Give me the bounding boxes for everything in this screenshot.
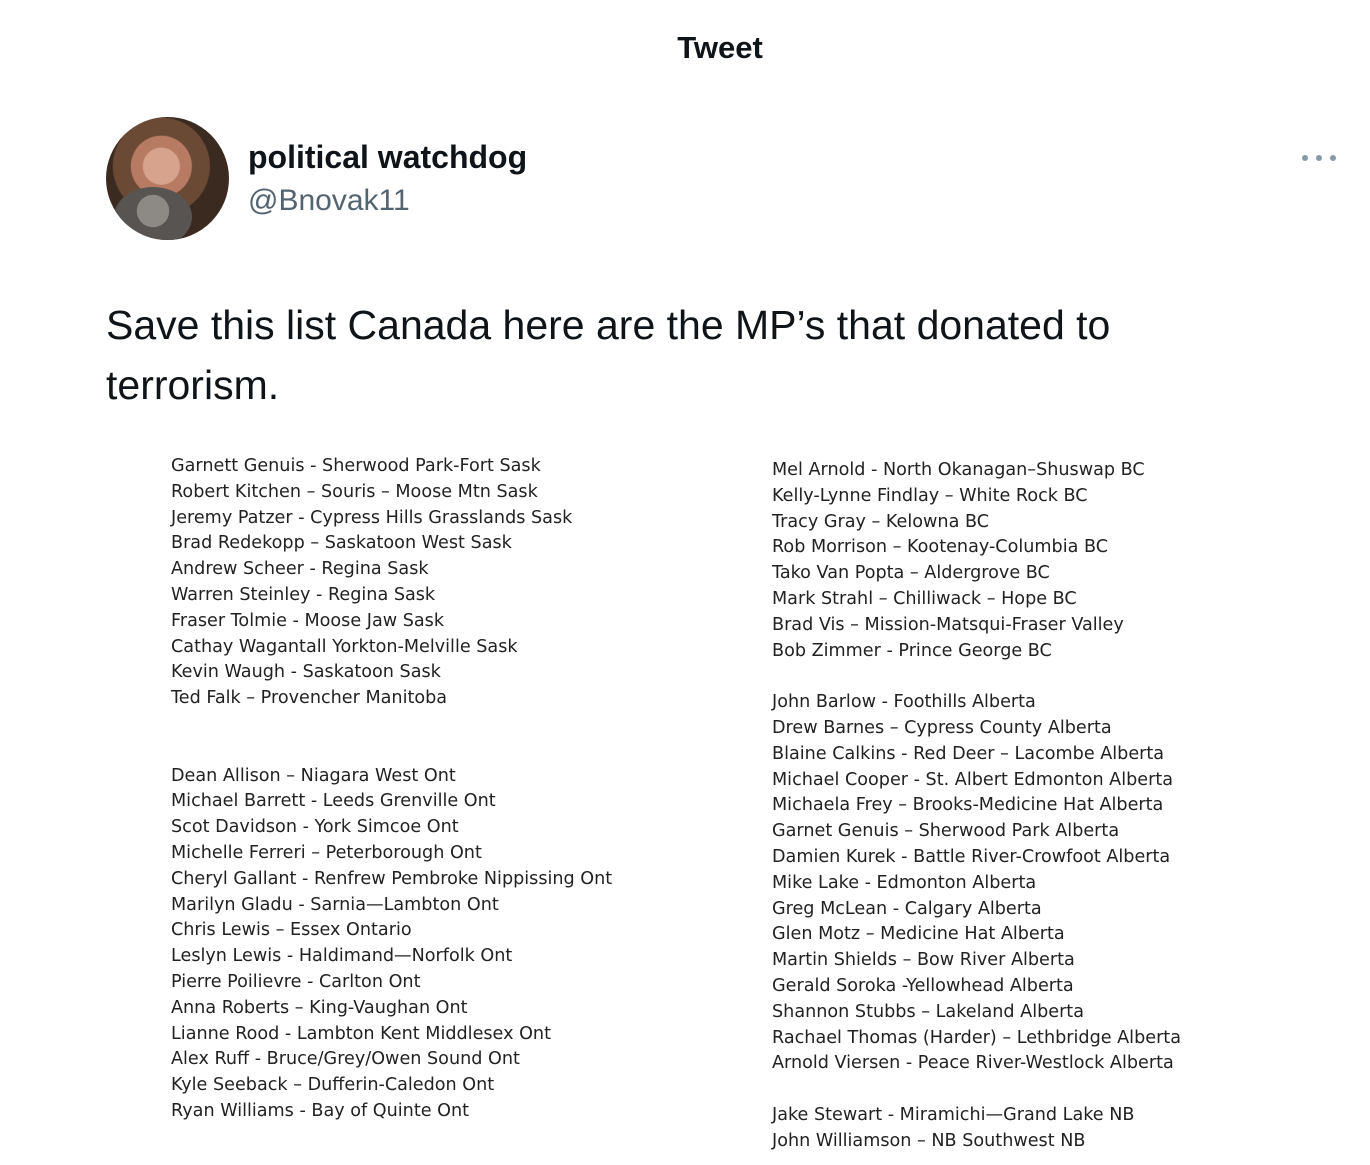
list-item: Shannon Stubbs – Lakeland Alberta (772, 1001, 1084, 1022)
list-item: Blaine Calkins - Red Deer – Lacombe Alberta (772, 743, 1165, 764)
list-item: Fraser Tolmie - Moose Jaw Sask (171, 610, 445, 631)
avatar[interactable] (106, 117, 229, 240)
author-handle[interactable]: @Bnovak11 (248, 184, 410, 217)
list-item: John Barlow - Foothills Alberta (772, 692, 1036, 713)
list-item: Drew Barnes – Cypress County Alberta (772, 717, 1112, 738)
list-item: Arnold Viersen - Peace River-Westlock Alberta (772, 1053, 1174, 1074)
list-item: Greg McLean - Calgary Alberta (772, 898, 1042, 919)
list-item: Gerald Soroka -Yellowhead Alberta (772, 975, 1074, 996)
list-item: Ted Falk – Provencher Manitoba (171, 688, 448, 709)
list-item: Kevin Waugh - Saskatoon Sask (171, 662, 441, 683)
list-gap (171, 712, 612, 738)
list-item: Brad Redekopp – Saskatoon West Sask (171, 533, 512, 554)
list-item: Garnet Genuis – Sherwood Park Alberta (772, 821, 1120, 842)
list-item: Cheryl Gallant - Renfrew Pembroke Nippissing Ont (171, 868, 613, 889)
list-item: Jeremy Patzer - Cypress Hills Grasslands Sask (171, 507, 573, 528)
list-item: Pierre Poilievre - Carlton Ont (171, 971, 421, 992)
list-item: John Williamson – NB Southwest NB (772, 1130, 1086, 1151)
list-item: Tako Van Popta – Aldergrove BC (772, 563, 1050, 584)
list-item: Ryan Williams - Bay of Quinte Ont (171, 1100, 470, 1121)
list-item: Garnett Genuis - Sherwood Park-Fort Sask (171, 456, 541, 476)
more-options-icon[interactable] (1302, 148, 1336, 168)
list-item: Tracy Gray – Kelowna BC (772, 511, 989, 532)
list-item: Michael Barrett - Leeds Grenville Ont (171, 791, 496, 812)
list-item: Rob Morrison – Kootenay-Columbia BC (772, 537, 1109, 558)
attached-image[interactable] (0, 440, 1370, 1165)
list-item: Chris Lewis – Essex Ontario (171, 920, 412, 941)
list-item: Michaela Frey – Brooks-Medicine Hat Alberta (772, 795, 1164, 816)
list-item: Warren Steinley - Regina Sask (171, 584, 436, 605)
author-name[interactable]: political watchdog (248, 139, 528, 175)
list-item: Kyle Seeback – Dufferin-Caledon Ont (171, 1075, 495, 1096)
list-item: Bob Zimmer - Prince George BC (772, 640, 1052, 661)
page-title: Tweet (677, 30, 763, 65)
list-item: Michelle Ferreri – Peterborough Ont (171, 842, 482, 863)
list-item: Andrew Scheer - Regina Sask (171, 559, 429, 580)
avatar-dog (114, 187, 192, 240)
list-item: Mike Lake - Edmonton Alberta (772, 872, 1037, 893)
mp-list-left-column (171, 454, 612, 1125)
list-item: Robert Kitchen – Souris – Moose Mtn Sask (171, 481, 538, 502)
list-item: Lianne Rood - Lambton Kent Middlesex Ont (171, 1023, 551, 1044)
list-gap (772, 1077, 1181, 1103)
list-item: Cathay Wagantall Yorkton-Melville Sask (171, 636, 518, 657)
list-item: Martin Shields – Bow River Alberta (772, 950, 1075, 971)
list-item: Michael Cooper - St. Albert Edmonton Alberta (772, 769, 1174, 790)
mp-list-right-column (772, 458, 1181, 1155)
list-item: Brad Vis – Mission-Matsqui-Fraser Valley (772, 614, 1124, 635)
tweet-text: Save this list Canada here are the MP’s that donated to terrorism. (106, 302, 1111, 408)
list-item: Leslyn Lewis - Haldimand—Norfolk Ont (171, 946, 513, 967)
list-item: Anna Roberts – King-Vaughan Ont (171, 997, 468, 1018)
list-item: Scot Davidson - York Simcoe Ont (171, 817, 459, 838)
list-item: Kelly-Lynne Findlay – White Rock BC (772, 485, 1088, 506)
list-item: Rachael Thomas (Harder) – Lethbridge Alberta (772, 1027, 1181, 1048)
list-item: Glen Motz – Medicine Hat Alberta (772, 924, 1065, 945)
list-item: Marilyn Gladu - Sarnia—Lambton Ont (171, 894, 499, 915)
list-item: Dean Allison – Niagara West Ont (171, 765, 456, 786)
list-item: Mel Arnold - North Okanagan–Shuswap BC (772, 460, 1145, 480)
list-item: Damien Kurek - Battle River-Crowfoot Alberta (772, 846, 1171, 867)
list-item: Mark Strahl – Chilliwack – Hope BC (772, 588, 1077, 609)
list-item: Alex Ruff - Bruce/Grey/Owen Sound Ont (171, 1049, 520, 1070)
list-item: Jake Stewart - Miramichi—Grand Lake NB (772, 1104, 1135, 1125)
list-gap (171, 738, 612, 764)
list-gap (772, 664, 1181, 690)
